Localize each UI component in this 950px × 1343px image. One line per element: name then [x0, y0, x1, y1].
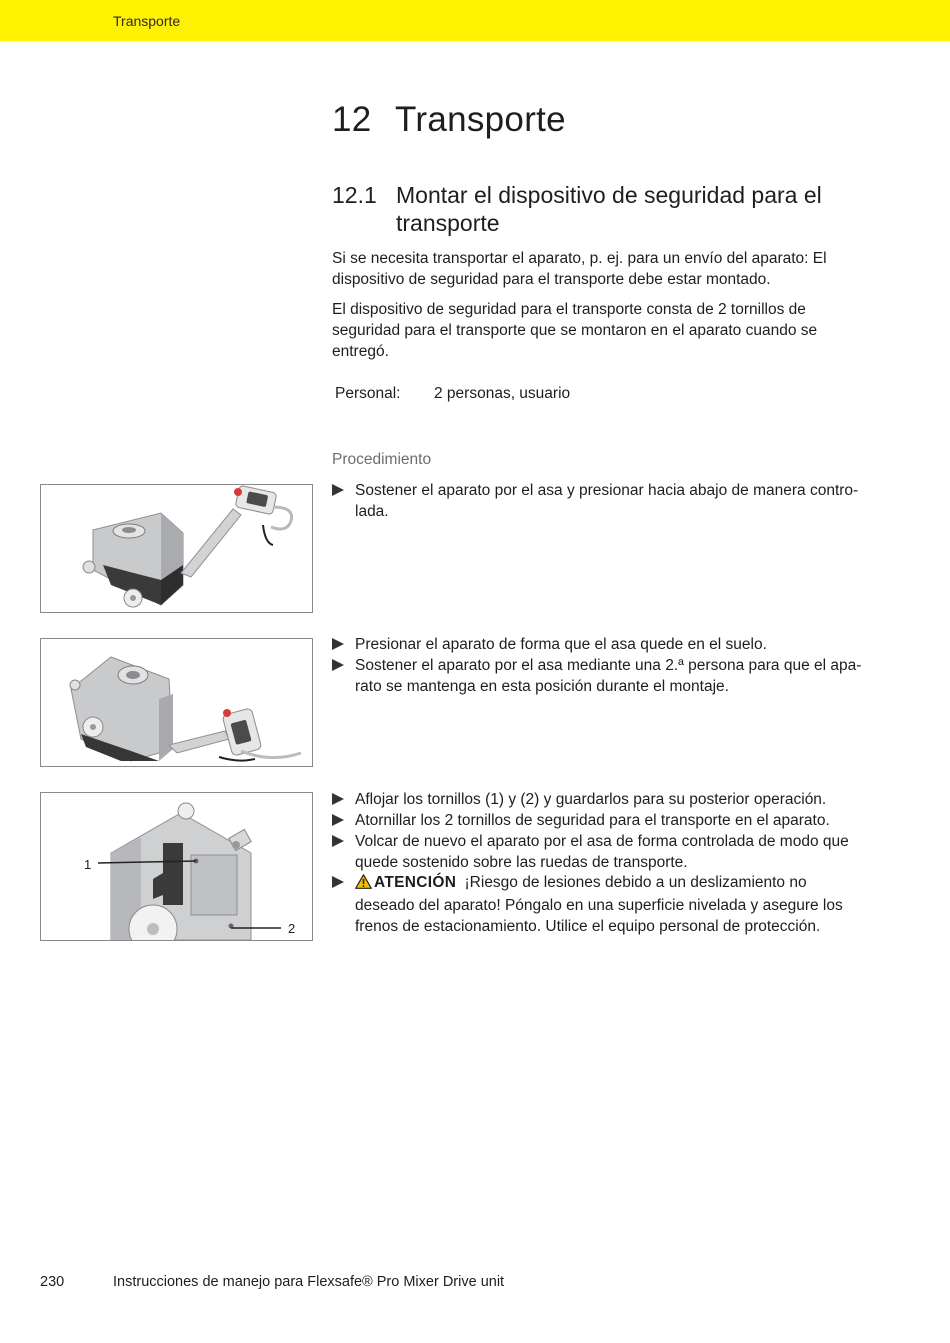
- step-arrow-icon: [332, 876, 344, 888]
- warning-text-block: [355, 872, 862, 937]
- step-text: Sostener el aparato por el asa mediante una 2.ª persona para que el aparato se mantenga en esta posición durante el montaje.: [355, 657, 862, 695]
- personal-value: 2 personas, usuario: [434, 385, 571, 402]
- step-arrow-icon: [332, 484, 344, 496]
- warning-signal-word: ATENCIÓN: [374, 874, 457, 891]
- step-item: [332, 810, 862, 831]
- step-text: Aflojar los tornillos (1) y (2) y guardarlos para su posterior operación.: [355, 791, 827, 808]
- step-text: Atornillar los 2 tornillos de seguridad para el transporte en el aparato.: [355, 812, 830, 829]
- warning-message: ¡Riesgo de lesiones debido a un deslizamiento no deseado del aparato! Póngalo en una superficie nivelada y asegure los frenos de estacionamiento. Utilice el equipo personal de protección.: [355, 874, 843, 935]
- step-arrow-icon: [332, 835, 344, 847]
- step-arrow-icon: [332, 659, 344, 671]
- intro-paragraph: El dispositivo de seguridad para el transporte consta de 2 tornillos de seguridad para el transporte que se montaron en el aparato cuando se entregó.: [332, 301, 818, 360]
- figure-device-tilt: [40, 484, 313, 613]
- step-arrow-icon: [332, 814, 344, 826]
- step-text: Sostener el aparato por el asa y presionar hacia abajo de manera controlada.: [355, 482, 859, 520]
- chapter-heading: [332, 100, 566, 140]
- step-item: [332, 655, 862, 697]
- step-item: [332, 789, 862, 810]
- procedure-heading: Procedimiento: [332, 451, 432, 468]
- section-title: Montar el dispositivo de seguridad para el transporte: [396, 182, 822, 236]
- chapter-title: Transporte: [395, 100, 566, 139]
- personal-label: Personal:: [335, 385, 401, 402]
- step-item: [332, 831, 862, 873]
- footer-title: Instrucciones de manejo para Flexsafe® Pro Mixer Drive unit: [113, 1274, 505, 1290]
- section-number: 12.1: [332, 182, 377, 208]
- step-arrow-icon: [332, 638, 344, 650]
- page-number: 230: [40, 1274, 65, 1290]
- step-arrow-icon: [332, 793, 344, 805]
- step-text: Presionar el aparato de forma que el asa quede en el suelo.: [355, 636, 767, 653]
- step-text: Volcar de nuevo el aparato por el asa de forma controlada de modo que quede sostenido sobre las ruedas de transporte.: [355, 833, 849, 871]
- chapter-number: 12: [332, 100, 372, 139]
- figure-transport-screws: [40, 792, 313, 941]
- warning-triangle-icon: [355, 874, 372, 895]
- intro-paragraph: Si se necesita transportar el aparato, p. ej. para un envío del aparato: El dispositivo de seguridad para el transporte debe estar montado.: [332, 250, 827, 288]
- step-item: [332, 634, 862, 655]
- running-header: Transporte: [113, 13, 181, 29]
- step-item: [332, 480, 862, 522]
- callout-1-label: 1: [84, 857, 92, 872]
- callout-2-label: 2: [288, 921, 296, 936]
- warning-step: [332, 872, 862, 937]
- figure-device-handle-floor: [40, 638, 313, 767]
